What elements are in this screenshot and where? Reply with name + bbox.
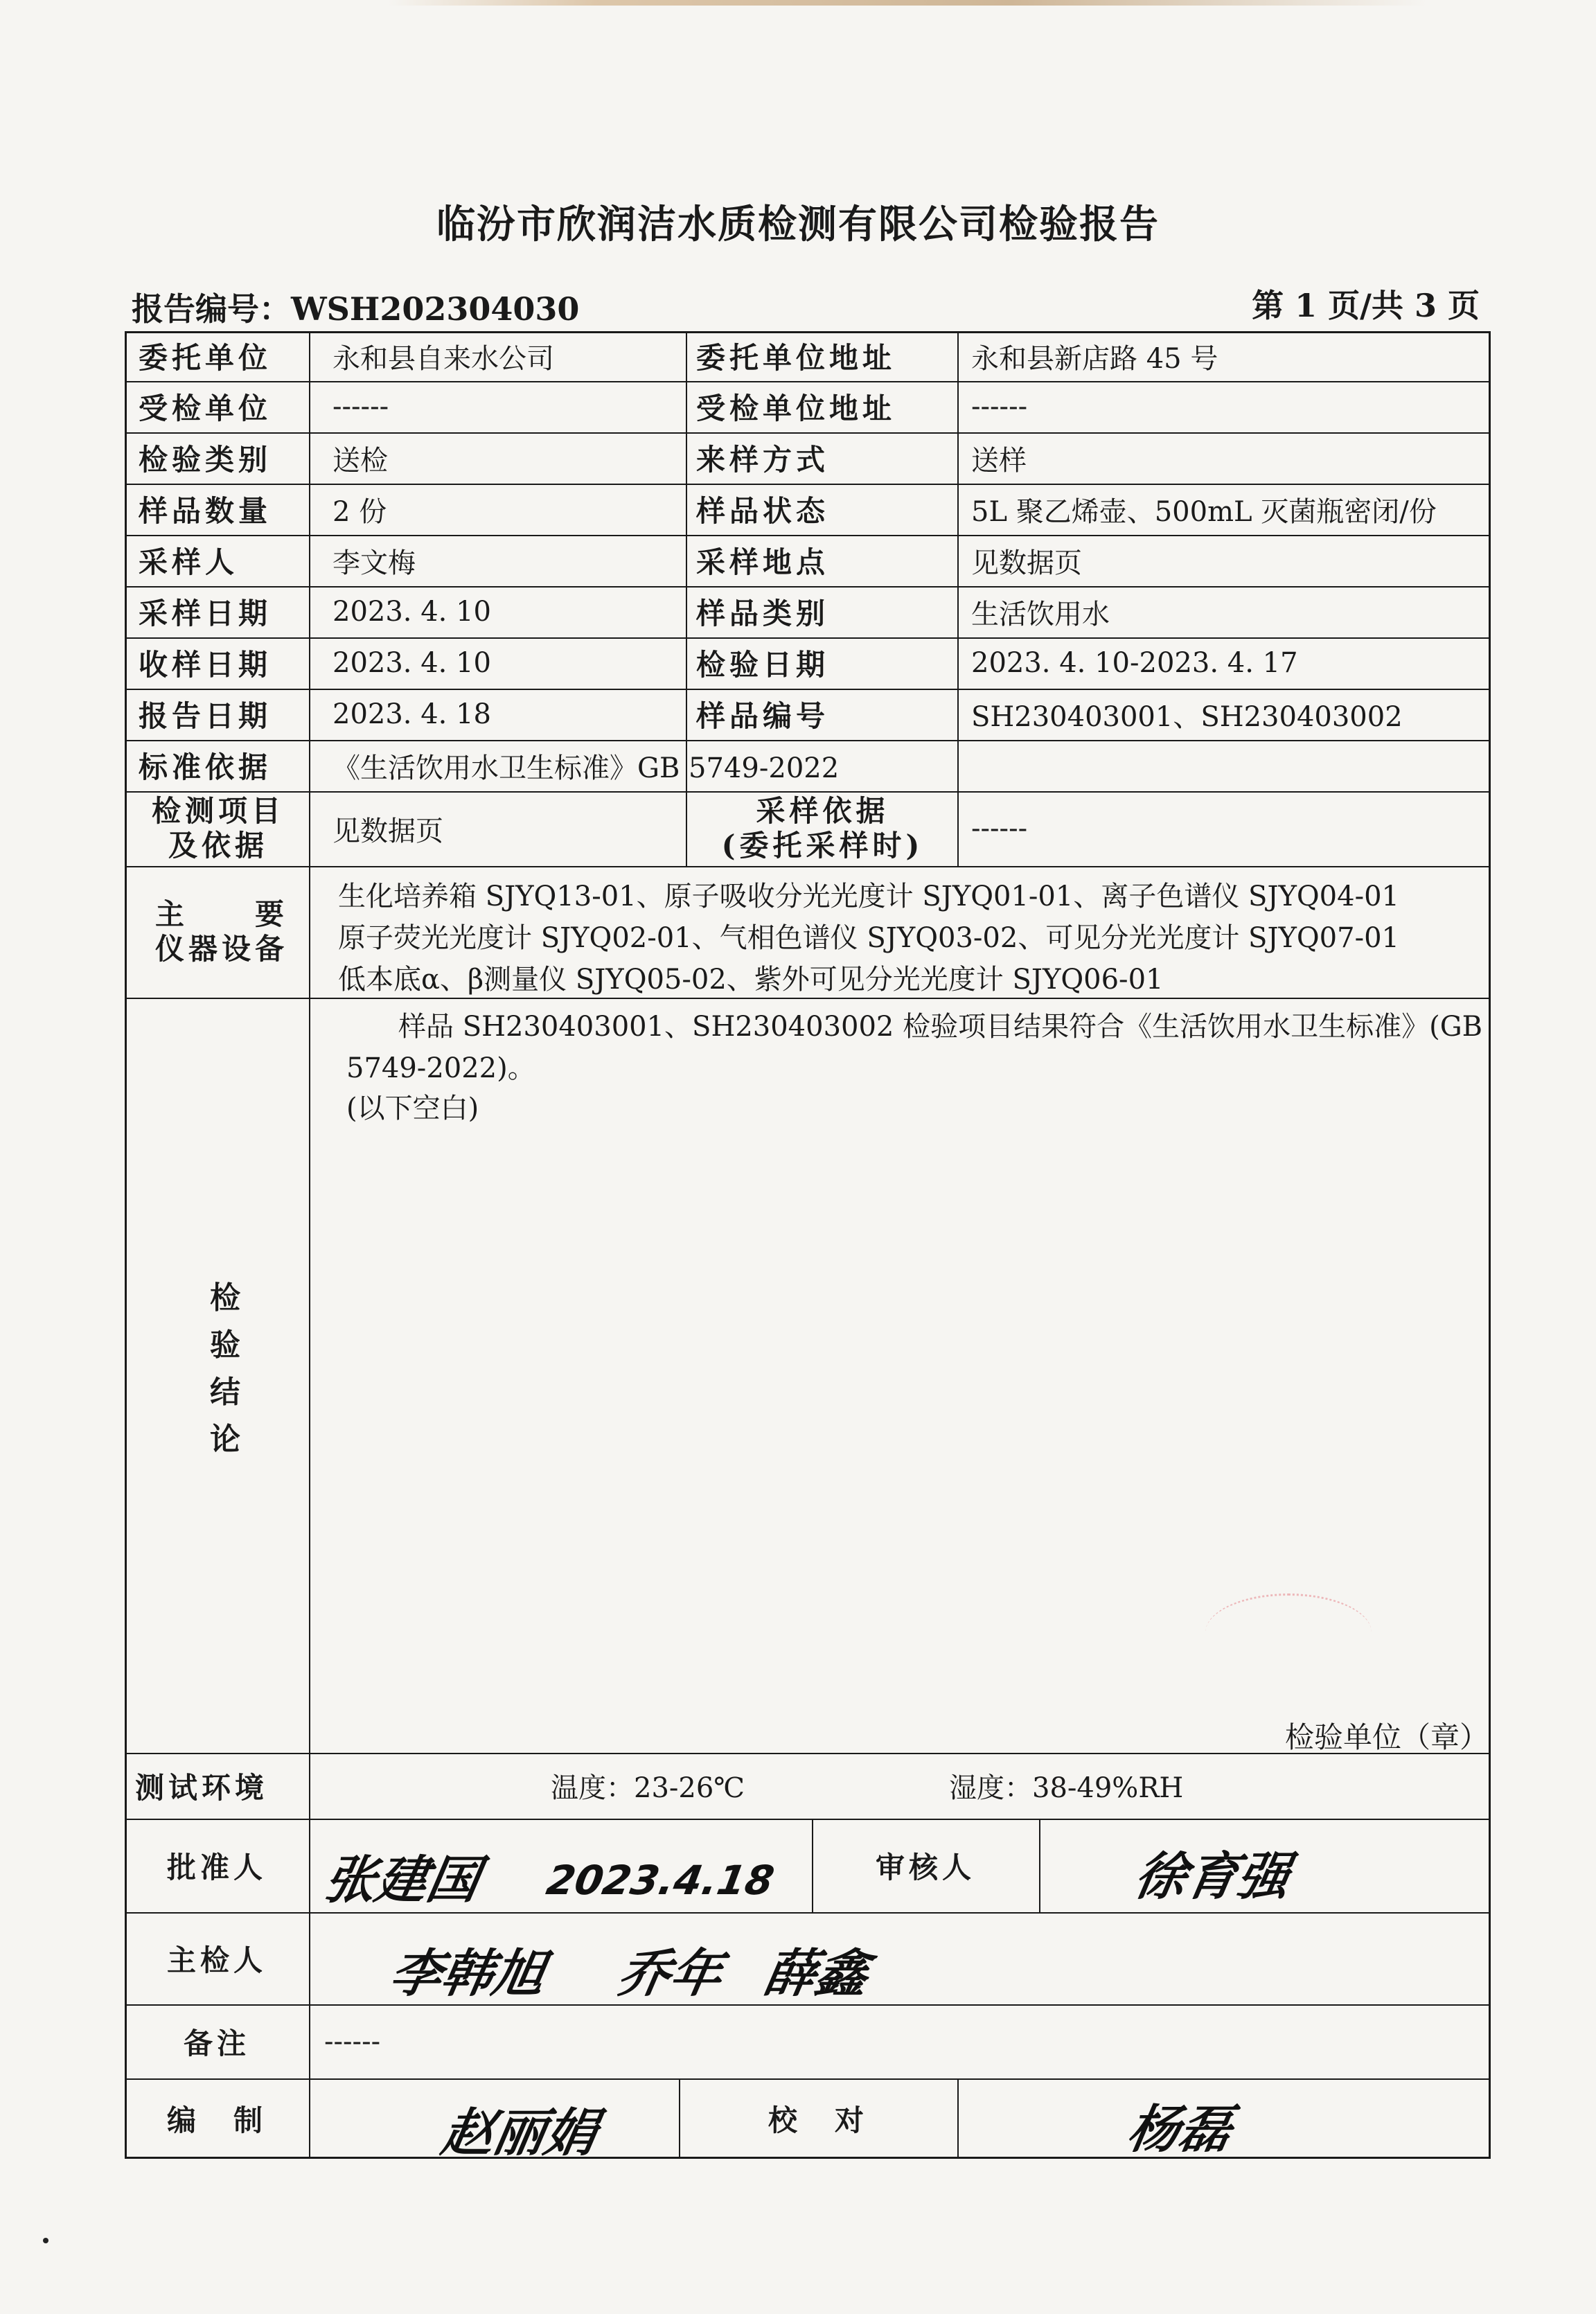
equipment-line-3: 低本底α、β测量仪 SJYQ05-02、紫外可见分光光度计 SJYQ06-01	[338, 964, 1164, 996]
report-number-value: WSH202304030	[291, 290, 580, 328]
label-sampling-date: 采样日期	[139, 597, 272, 630]
label-receipt-date: 收样日期	[139, 648, 272, 682]
value-sampling-basis: ------	[971, 813, 1028, 845]
label-equipment-line1: 主 要	[154, 897, 288, 931]
scan-speck	[43, 2238, 48, 2243]
label-inspected-unit: 受检单位	[139, 391, 272, 425]
conclusion-line-2: 5749-2022)。	[346, 1052, 535, 1084]
label-conclusion	[201, 1275, 249, 1463]
label-sampling-location: 采样地点	[696, 545, 830, 579]
value-sample-category: 生活饮用水	[971, 598, 1110, 630]
value-inspected-unit: ------	[332, 391, 389, 423]
conclusion-line-3: (以下空白)	[346, 1093, 479, 1124]
value-sample-delivery: 送样	[971, 444, 1027, 477]
approver-signature: 张建国	[319, 1851, 484, 1910]
label-equipment-line2: 仪器设备	[154, 932, 288, 966]
reviewer-signature: 徐育强	[1130, 1847, 1295, 1907]
label-test-items-line2: 及依据	[168, 829, 268, 863]
label-sample-number: 样品编号	[696, 699, 830, 733]
paper-edge	[388, 0, 1427, 6]
value-humidity: 湿度：38-49%RH	[949, 1772, 1184, 1804]
value-sample-number: SH230403001、SH230403002	[971, 700, 1403, 733]
value-inspection-type: 送检	[332, 444, 388, 477]
label-inspected-address: 受检单位地址	[696, 391, 896, 425]
value-sample-state: 5L 聚乙烯壶、500mL 灭菌瓶密闭/份	[971, 495, 1437, 528]
label-test-items	[132, 791, 305, 866]
value-test-items: 见数据页	[332, 815, 443, 847]
label-conclusion-char-4: 论	[210, 1422, 240, 1457]
label-test-items-line1: 检测项目	[151, 794, 285, 828]
inspector-signature-1: 李韩旭	[385, 1944, 550, 2004]
label-sample-quantity: 样品数量	[139, 494, 272, 528]
label-equipment	[139, 866, 305, 998]
label-compiler: 编 制	[166, 2103, 267, 2137]
label-sample-category: 样品类别	[696, 597, 830, 630]
label-sampler: 采样人	[139, 545, 239, 579]
label-client-address: 委托单位地址	[696, 341, 896, 375]
label-sample-delivery: 来样方式	[696, 443, 830, 477]
seal-stamp-trace	[1205, 1593, 1372, 1672]
compiler-signature: 赵丽娟	[437, 2103, 602, 2163]
approver-date-handwritten: 2023.4.18	[543, 1857, 778, 1904]
value-client-address: 永和县新店路 45 号	[971, 342, 1218, 375]
label-conclusion-char-1: 检	[210, 1280, 240, 1316]
value-standard: 《生活饮用水卫生标准》GB 5749-2022	[332, 752, 840, 784]
equipment-line-2: 原子荧光光度计 SJYQ02-01、气相色谱仪 SJYQ03-02、可见分光光度计 SJYQ07-01	[338, 922, 1399, 954]
conclusion-line-1: 样品 SH230403001、SH230403002 检验项目结果符合《生活饮用水卫生标准》(GB	[398, 1011, 1483, 1043]
label-sampling-basis	[689, 791, 956, 866]
label-conclusion-char-2: 验	[210, 1327, 240, 1363]
label-inspection-date: 检验日期	[696, 648, 830, 682]
inspector-signature-3: 薛鑫	[759, 1944, 873, 2004]
label-report-date: 报告日期	[139, 699, 272, 733]
value-client: 永和县自来水公司	[332, 342, 554, 375]
inspector-signature-2: 乔年	[614, 1944, 727, 2004]
label-inspection-type: 检验类别	[139, 443, 272, 477]
equipment-line-1: 生化培养箱 SJYQ13-01、原子吸收分光光度计 SJYQ01-01、离子色谱仪 SJYQ04-01	[338, 881, 1399, 912]
value-sampling-location: 见数据页	[971, 547, 1082, 579]
value-sampler: 李文梅	[332, 547, 416, 579]
report-number-label: 报告编号：	[132, 290, 291, 328]
label-checker: 校 对	[768, 2103, 868, 2137]
report-title: 临汾市欣润洁水质检测有限公司检验报告	[436, 202, 1160, 247]
value-inspection-date: 2023. 4. 10-2023. 4. 17	[971, 647, 1298, 679]
value-remarks: ------	[324, 2025, 381, 2058]
value-receipt-date: 2023. 4. 10	[332, 647, 492, 679]
seal-label: 检验单位（章）	[1285, 1720, 1489, 1754]
label-test-environment: 测试环境	[135, 1770, 269, 1805]
label-approver: 批准人	[166, 1850, 267, 1884]
report-number	[132, 284, 579, 330]
label-standard: 标准依据	[139, 750, 272, 784]
page-info: 第 1 页/共 3 页	[1252, 287, 1480, 324]
label-inspector: 主检人	[166, 1943, 267, 1977]
label-client: 委托单位	[139, 341, 272, 375]
value-inspected-address: ------	[971, 391, 1028, 423]
label-conclusion-char-3: 结	[210, 1375, 240, 1410]
value-sampling-date: 2023. 4. 10	[332, 596, 492, 628]
label-sampling-basis-line2: (委托采样时)	[721, 829, 924, 863]
label-remarks: 备注	[183, 2026, 250, 2060]
value-report-date: 2023. 4. 18	[332, 698, 492, 730]
checker-signature: 杨磊	[1123, 2100, 1236, 2160]
label-sampling-basis-line1: 采样依据	[756, 794, 889, 828]
value-temperature: 温度：23-26℃	[551, 1772, 745, 1804]
label-sample-state: 样品状态	[696, 494, 830, 528]
value-sample-quantity: 2 份	[332, 495, 387, 528]
label-reviewer: 审核人	[875, 1850, 975, 1884]
